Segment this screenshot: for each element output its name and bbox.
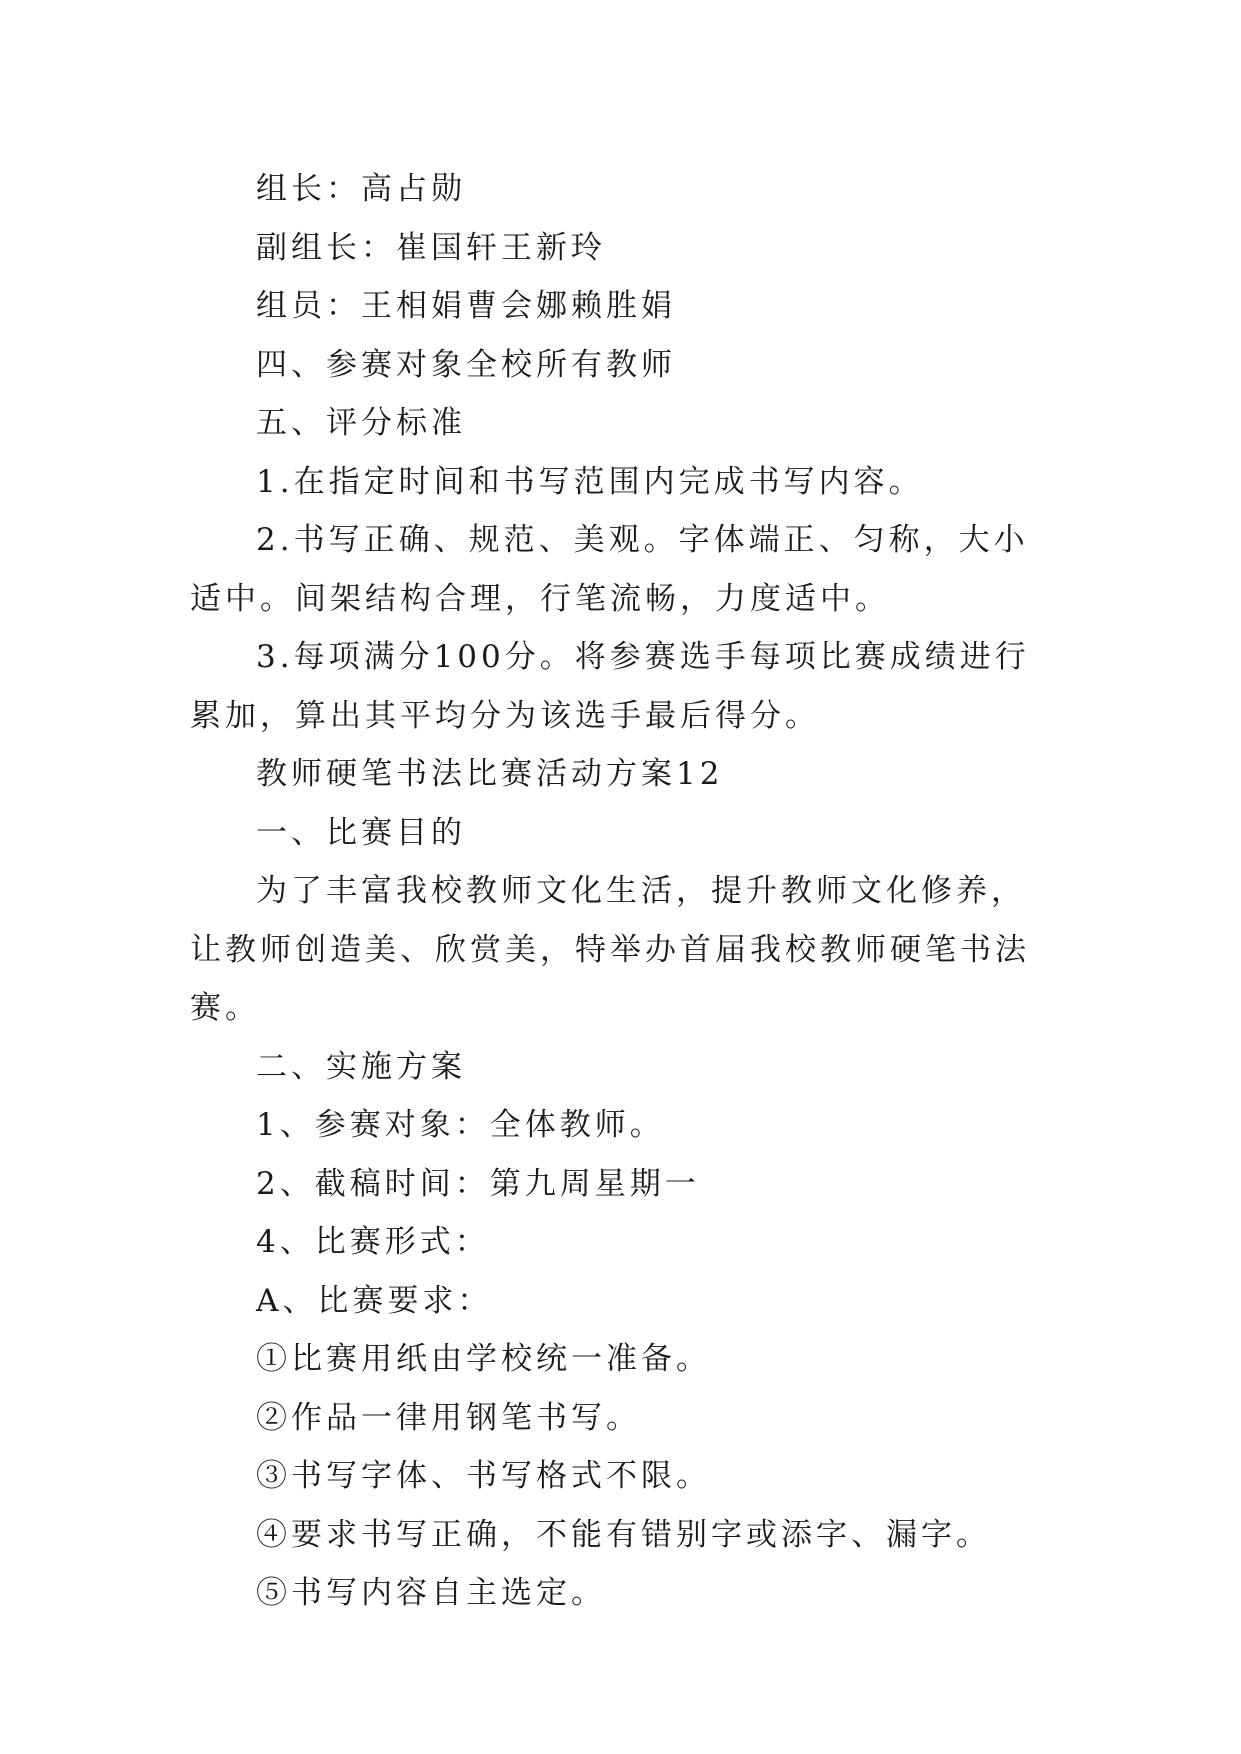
section-heading-plan: 二、实施方案 — [256, 1048, 466, 1085]
list-item-scoring-2: 2.书写正确、规范、美观。字体端正、匀称，大小适中。间架结构合理，行笔流畅，力度适中。 — [190, 522, 1029, 617]
paragraph-members: 组员：王相娟曹会娜赖胜娟 — [256, 288, 676, 324]
requirement-item-2: ②作品一律用钢笔书写。 — [256, 1399, 641, 1436]
list-item-plan-2: 2、截稿时间：第九周星期一 — [256, 1165, 700, 1202]
requirement-item-4: ④要求书写正确，不能有错别字或添字、漏字。 — [256, 1516, 991, 1553]
paragraph-leader: 组长：高占勋 — [256, 171, 466, 207]
requirement-item-1: ①比赛用纸由学校统一准备。 — [256, 1341, 711, 1377]
paragraph-deputy-leader: 副组长：崔国轩王新玲 — [256, 229, 606, 266]
section-heading-participants: 四、参赛对象全校所有教师 — [256, 346, 676, 383]
subheading-requirements: A、比赛要求： — [256, 1282, 493, 1319]
section-heading-purpose: 一、比赛目的 — [256, 814, 466, 851]
section-heading-scoring: 五、评分标准 — [256, 405, 466, 441]
document-body — [190, 160, 1055, 1623]
document-title: 教师硬笔书法比赛活动方案12 — [256, 756, 724, 792]
paragraph-purpose: 为了丰富我校教师文化生活，提升教师文化修养，让教师创造美、欣赏美，特举办首届我校教师硬笔书法赛。 — [190, 873, 1030, 1026]
requirement-item-5: ⑤书写内容自主选定。 — [256, 1575, 606, 1611]
list-item-scoring-1: 1.在指定时间和书写范围内完成书写内容。 — [256, 463, 924, 500]
list-item-plan-1: 1、参赛对象：全体教师。 — [256, 1107, 665, 1143]
requirement-item-3: ③书写字体、书写格式不限。 — [256, 1458, 711, 1494]
list-item-plan-4: 4、比赛形式： — [256, 1224, 490, 1260]
list-item-scoring-3: 3.每项满分100分。将参赛选手每项比赛成绩进行累加，算出其平均分为该选手最后得分。 — [190, 639, 1030, 734]
